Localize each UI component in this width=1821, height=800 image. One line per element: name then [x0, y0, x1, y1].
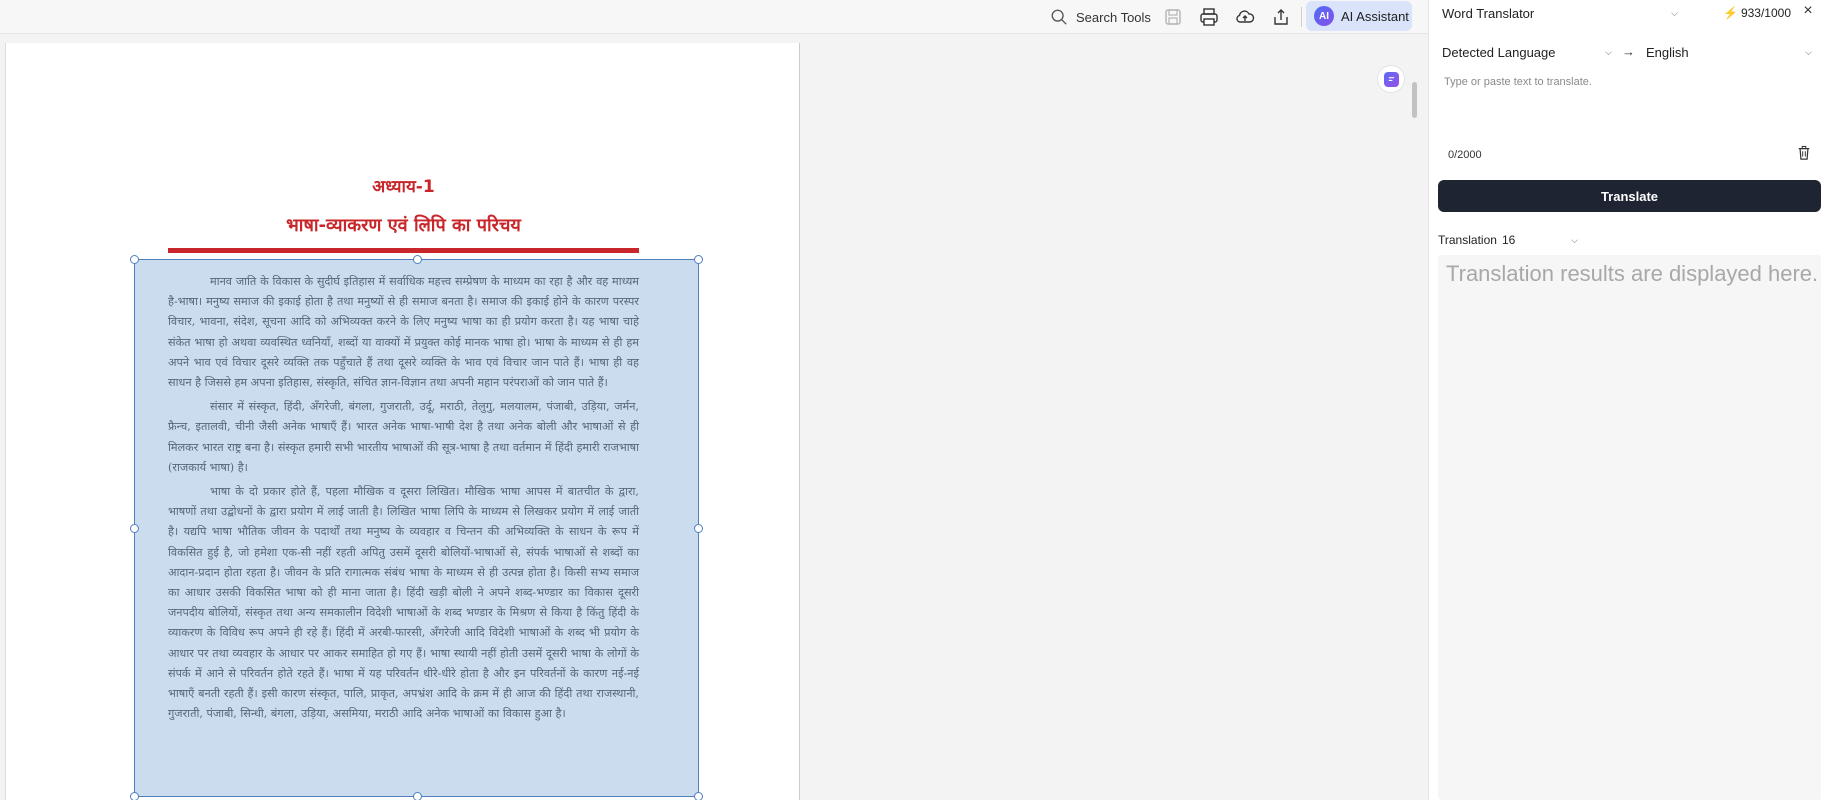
character-counter: 0/2000 [1448, 149, 1482, 161]
translation-result-box[interactable] [1438, 255, 1821, 800]
tool-name: Word Translator [1442, 5, 1535, 21]
language-row [1429, 38, 1821, 66]
resize-handle-bottom-left[interactable] [130, 792, 139, 800]
panel-header [1429, 0, 1821, 26]
document-workspace[interactable] [0, 35, 1428, 800]
resize-handle-top[interactable] [413, 255, 422, 264]
close-icon[interactable]: × [1803, 2, 1813, 19]
chevron-down-icon: ⌵ [1671, 7, 1678, 18]
selection-box[interactable] [134, 259, 699, 797]
chevron-down-icon: ⌵ [1605, 46, 1612, 57]
translate-button[interactable]: Translate [1438, 180, 1821, 212]
paragraph: मानव जाति के विकास के सुदीर्घ इतिहास में सर्वाधिक महत्त्व सम्प्रेषण के माध्यम का रहा है और वह माध्यम है-भाषा। मनुष्य समाज की इकाई होता है तथा मनुष्यों से ही समाज बनता है। समाज की इकाई होने के कारण परस्पर विचार, भावना, संदेश, सूचना आदि को अभिव्यक्त करने के लिए मनुष्य भाषा का ही प्रयोग करता है। यह भाषा चाहे संकेत भाषा हो अथवा व्यवस्थित ध्वनियाँ, शब्दों या वाक्यों में प्रयुक्त कोई मानक भाषा हो। भाषा के माध्यम से ही हम अपने भाव एवं विचार दूसरे व्यक्ति तक पहुँचाते हैं तथा दूसरे व्यक्ति के भाव एवं विचार जान पाते हैं। भाषा ही वह साधन है जिससे हम अपना इतिहास, संस्कृति, संचित ज्ञान-विज्ञान तथा अपनी महान परंपराओं को जान पाते हैं। [168, 275, 639, 390]
source-language-dropdown[interactable] [1442, 42, 1612, 62]
credits-value: 933/1000 [1740, 6, 1792, 20]
lightning-icon: ⚡ [1723, 6, 1738, 20]
note-icon [1384, 72, 1399, 87]
resize-handle-right[interactable] [694, 524, 703, 533]
target-language-label: English [1646, 44, 1689, 60]
ai-float-icon[interactable] [1377, 65, 1405, 93]
pdf-page[interactable] [5, 43, 800, 800]
resize-handle-top-right[interactable] [694, 255, 703, 264]
search-icon [1050, 8, 1068, 26]
ai-assistant-button[interactable] [1306, 1, 1412, 31]
top-toolbar [0, 0, 1428, 34]
ai-logo-icon: AI [1314, 6, 1334, 26]
chevron-down-icon: ⌵ [1571, 234, 1578, 245]
vertical-scrollbar-thumb[interactable] [1412, 82, 1417, 118]
toolbar-divider [1301, 7, 1302, 27]
resize-handle-bottom[interactable] [413, 792, 422, 800]
font-size-dropdown[interactable] [1502, 231, 1578, 249]
print-icon[interactable] [1197, 5, 1221, 29]
chevron-down-icon: ⌵ [1805, 46, 1812, 57]
translator-panel [1428, 0, 1821, 800]
title-underline [168, 248, 639, 253]
cloud-upload-icon[interactable] [1233, 5, 1257, 29]
paragraph: भाषा के दो प्रकार होते हैं, पहला मौखिक व दूसरा लिखित। मौखिक भाषा आपस में बातचीत के द्वारा, भाषणों तथा उद्बोधनों के द्वारा प्रयोग में लाई जाती है। लिखित भाषा लिपि के माध्यम से लिखकर प्रयोग में लाई जाती है। यद्यपि भाषा भौतिक जीवन के पदार्थों तथा मनुष्य के व्यवहार व चिन्तन की अभिव्यक्ति के साधन के रूप में विकसित हुई है, जो हमेशा एक-सी नहीं रहती अपितु उसमें दूसरी बोलियों-भाषाओं से, संपर्क भाषाओं से शब्दों का आदान-प्रदान होता रहता है। जीवन के प्रति रागात्मक संबंध भाषा के माध्यम से ही उत्पन्न होता है। किसी सभ्य समाज का आधार उसकी विकसित भाषा को ही माना जाता है। हिंदी खड़ी बोली ने अपने शब्द-भण्डार का विकास दूसरी जनपदीय बोलियों, संस्कृत तथा अन्य समकालीन विदेशी भाषाओं के शब्द भण्डार के मिश्रण से किया है किंतु हिंदी के व्याकरण के विविध रूप अपने ही रहे हैं। हिंदी में अरबी-फारसी, अँगरेजी आदि विदेशी भाषाओं के शब्द भी प्रयोग के आधार पर तथा व्यवहार के आधार पर आकर समाहित हो गए हैं। भाषा स्थायी नहीं होती उसमें दूसरी भाषा के लोगों के संपर्क में आने से परिवर्तन होते रहते हैं। भाषा में यह परिवर्तन धीरे-धीरे होता है और इन परिवर्तनों के कारण नई-नई भाषाएँ बनती रहती हैं। इसी कारण संस्कृत, पालि, प्राकृत, अपभ्रंश आदि के क्रम में ही आज की हिंदी तथा राजस्थानी, गुजराती, पंजाबी, सिन्धी, बंगला, उड़िया, असमिया, मराठी आदि अनेक भाषाओं का विकास हुआ है। [168, 485, 639, 721]
tool-selector-dropdown[interactable] [1442, 4, 1678, 22]
translate-input[interactable] [1441, 70, 1812, 150]
target-language-dropdown[interactable] [1646, 42, 1812, 62]
search-tools-button[interactable] [1050, 6, 1151, 28]
share-export-icon[interactable] [1269, 5, 1293, 29]
resize-handle-left[interactable] [130, 524, 139, 533]
ai-assistant-label: AI Assistant [1341, 8, 1409, 24]
source-language-label: Detected Language [1442, 44, 1556, 60]
search-tools-label: Search Tools [1076, 9, 1151, 25]
chapter-title: भाषा-व्याकरण एवं लिपि का परिचय [286, 215, 521, 236]
arrow-right-icon: → [1622, 44, 1635, 59]
trash-icon[interactable] [1797, 145, 1813, 163]
translation-result-placeholder: Translation results are displayed here. [1446, 261, 1819, 286]
translation-label: Translation [1438, 233, 1497, 247]
font-size-value: 16 [1502, 233, 1516, 247]
chapter-number: अध्याय-1 [372, 177, 435, 197]
resize-handle-bottom-right[interactable] [694, 792, 703, 800]
resize-handle-top-left[interactable] [130, 255, 139, 264]
credits-counter [1723, 4, 1791, 22]
save-icon[interactable] [1161, 5, 1185, 29]
paragraph: संसार में संस्कृत, हिंदी, अँगरेजी, बंगला, गुजराती, उर्दू, मराठी, तेलुगु, मलयालम, पंजाबी, उड़िया, जर्मन, फ्रैन्च, इतालवी, चीनी जैसी अनेक भाषाएँ हैं। भारत अनेक भाषा-भाषी देश है तथा अनेक बोली और भाषाओं से ही मिलकर भारत राष्ट्र बना है। संस्कृत हमारी सभी भारतीय भाषाओं की सूत्र-भाषा है तथा वर्तमान में हिंदी हमारी राजभाषा (राजकार्य भाषा) है। [168, 400, 639, 474]
